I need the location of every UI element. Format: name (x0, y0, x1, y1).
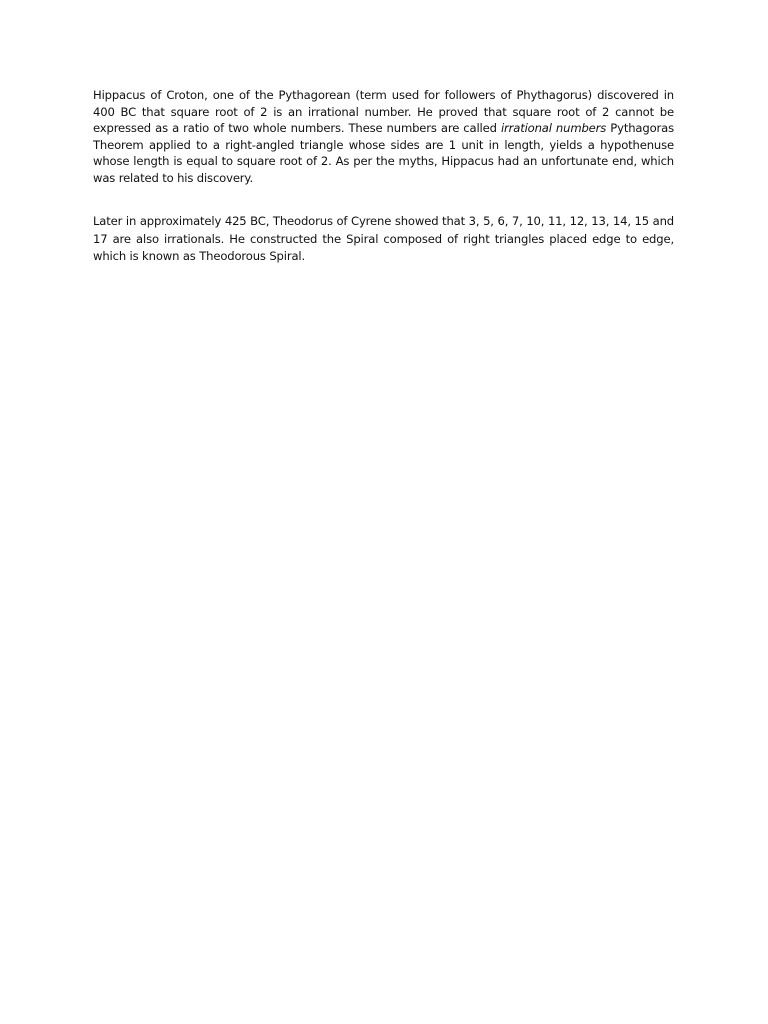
paragraph-1-text-end: Pythagoras Theorem applied to a right-angled triangle whose sides are 1 unit in length, yields a hypothenuse whose length is equal to square root of 2. As per the myths, Hippacus had an unfortunate end, which was related to his discovery. (93, 121, 675, 185)
paragraph-hippacus (93, 87, 674, 186)
paragraph-theodorus (93, 213, 674, 266)
paragraph-2-text: Later in approximately 425 BC, Theodorus of Cyrene showed that 3, 5, 6, 7, 10, 11, 12, 13, 14, 15 and 17 are also irrationals. He constructed the Spiral composed of right triangles placed edge to edge, which is known as Theodorous Spiral. (93, 214, 674, 263)
paragraph-1-text-start: Hippacus of Croton, one of the Pythagorean (term used for followers of Phythagorus) discovered in 400 BC that square root of 2 is an irrational number. He proved that square root of 2 cannot be expressed as a ratio of two whole numbers. These numbers are called (93, 88, 674, 135)
irrational-numbers-term: irrational numbers (500, 121, 607, 135)
